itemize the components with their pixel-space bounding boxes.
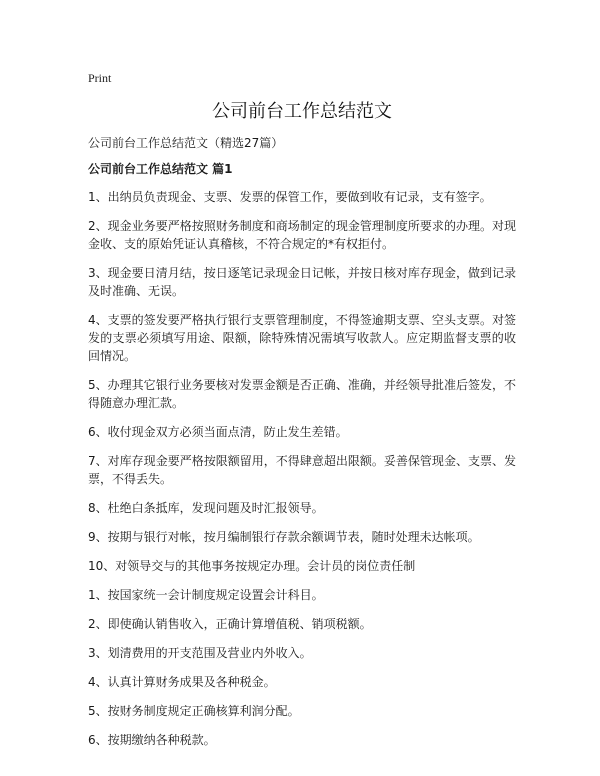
paragraph-12: 2、即使确认销售收入，正确计算增值税、销项税额。 — [88, 617, 372, 631]
paragraph-14: 4、认真计算财务成果及各种税金。 — [88, 675, 276, 689]
paragraph-5: 5、办理其它银行业务要核对发票金额是否正确、准确，并经领导批准后签发，不得随意办理汇款。 — [88, 378, 516, 410]
subtitle: 公司前台工作总结范文（精选27篇） — [88, 136, 284, 150]
paragraph-15: 5、按财务制度规定正确核算利润分配。 — [88, 704, 300, 718]
paragraph-2: 2、现金业务要严格按照财务制度和商场制定的现金管理制度所要求的办理。对现金收、支的原始凭证认真稽核，不符合规定的*有权拒付。 — [88, 219, 516, 251]
paragraph-6: 6、收付现金双方必须当面点清，防止发生差错。 — [88, 425, 348, 439]
paragraph-11: 1、按国家统一会计制度规定设置会计科目。 — [88, 588, 324, 602]
paragraph-13: 3、划清费用的开支范围及营业内外收入。 — [88, 646, 312, 660]
page-title: 公司前台工作总结范文 — [212, 101, 392, 122]
paragraph-1: 1、出纳员负责现金、支票、发票的保管工作，要做到收有记录，支有签字。 — [88, 190, 492, 204]
paragraph-4: 4、支票的签发要严格执行银行支票管理制度，不得签逾期支票、空头支票。对签发的支票必须填写用途、限额，除特殊情况需填写收款人。应定期监督支票的收回情况。 — [88, 313, 516, 363]
paragraph-16: 6、按期缴纳各种税款。 — [88, 733, 216, 747]
paragraph-7: 7、对库存现金要严格按限额留用，不得肆意超出限额。妥善保管现金、支票、发票，不得丢失。 — [88, 454, 516, 486]
print-link[interactable]: Print — [88, 71, 112, 85]
paragraph-10: 10、对领导交与的其他事务按规定办理。会计员的岗位责任制 — [88, 559, 416, 573]
section-heading: 公司前台工作总结范文 篇1 — [88, 162, 233, 176]
paragraph-8: 8、杜绝白条抵库，发现问题及时汇报领导。 — [88, 501, 324, 515]
paragraph-3: 3、现金要日清月结，按日逐笔记录现金日记帐，并按日核对库存现金，做到记录及时准确、无误。 — [88, 266, 516, 298]
paragraph-9: 9、按期与银行对帐，按月编制银行存款余额调节表，随时处理未达帐项。 — [88, 530, 480, 544]
